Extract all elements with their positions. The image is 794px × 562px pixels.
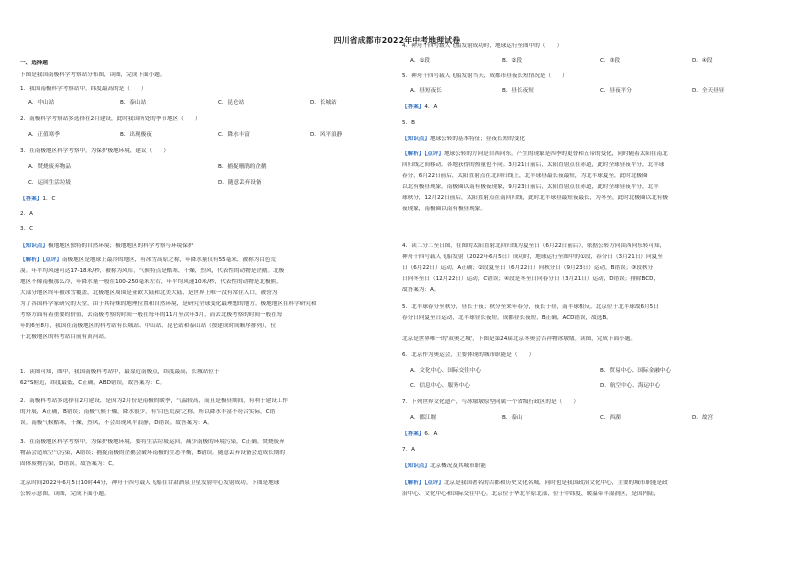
section-tag: 【解析】【点评】: [402, 151, 444, 157]
option-d[interactable]: D．随意丢弃设备: [218, 180, 262, 186]
analysis-line: 考察方面有着重要的价值，去南极考察的时间一般在每年的11月至次年3月，而去北极考察的时间一般在每: [20, 312, 283, 318]
section-tag: 【答案】: [402, 104, 425, 110]
analysis-line: 年的6至8月，我国在南极地区的科考站有长城站、中山站、昆仑站和泰山站（按建成时间顺序排列），位: [20, 323, 277, 329]
answer-5: 5．B: [402, 120, 415, 126]
answer-3: 3．C: [20, 226, 34, 232]
question-3-options-row2: [20, 180, 392, 187]
analysis-line: 地区不像南极那么冷，年降水量一般在100-250毫米左右，年平均风速10米/秒，代表性的动物是北极熊，: [20, 279, 282, 285]
explanation-line: 日向冬至日（12月22日）运动，C错误；④段是冬至日向春分日（3月21日）运动，D错误；排除BCD，: [402, 276, 660, 282]
option-b[interactable]: B．出现极夜: [120, 132, 152, 138]
intro-text: 北京是世界唯一的'双奥之城'，下图是第24届北京冬奥会吉祥物冰墩墩。读图，完成下面小题。: [402, 336, 636, 342]
answer-1: 【答案】1．C: [20, 196, 56, 202]
option-c[interactable]: C．信息中心、服务中心: [410, 383, 470, 389]
option-a[interactable]: A．①段: [410, 58, 431, 64]
option-c[interactable]: C．昆仑站: [218, 100, 245, 106]
knowledge-point: 【知识点】地球公转的基本特征；昼夜长短的变化: [402, 136, 526, 142]
analysis-line: 为了各国科学家研究的天堂，由于其特殊的地理位置和自然环境，是研究全球变化最理想的地方。极地地区在科学研究和: [20, 301, 317, 307]
option-c[interactable]: C．降水丰富: [218, 132, 250, 138]
option-b[interactable]: B．贸易中心、国际金融中心: [600, 368, 671, 374]
explanation-line: 的开展，A正确，B错误；南极气候干燥，降水很少，有'白色荒漠'之称，所以降水丰富不符合实际，C错: [20, 409, 276, 415]
explanation-line: 故答案为：A。: [402, 287, 440, 293]
answer-7: 7．A: [402, 447, 415, 453]
question-6-options-row1: [402, 368, 774, 375]
knowledge-point: 【知识点】北京概况及其城市职能: [402, 463, 486, 469]
option-a[interactable]: A．文化中心、国际交往中心: [410, 368, 481, 374]
question-5: 5．神舟十四号载人飞船发射当天，成都市昼夜长短情况是（ ）: [402, 73, 568, 79]
option-b[interactable]: B．昼长夜短: [502, 88, 534, 94]
option-d[interactable]: D．④段: [692, 58, 713, 64]
option-c[interactable]: C．西湖: [600, 415, 621, 421]
explanation-line: 神舟十四号载人飞船发射（2022年6月5日）成功时，地球运行至图中的①段，春分日（3月21日）向夏至: [402, 254, 663, 260]
section-tag: 【解析】【点评】: [20, 257, 62, 263]
question-1-options: [20, 100, 392, 107]
explanation-line: 5．北半球春分至秋分，昼长于夜；秋分至来年春分，夜长于昼，南半球相反。北京位于北半球故6月5日: [402, 304, 659, 310]
question-3: 3．在南极地区科学考察中，为保护极地环境，建议（ ）: [20, 148, 169, 154]
intro-text: 公转示意图，读图，完成下面小题。: [20, 491, 110, 497]
analysis-line: 【解析】【点评】北京是我国著名的古都和历史文化名城，同时也是我国政治文化中心，主要的城市职能是政: [402, 480, 668, 486]
option-c[interactable]: C．运回生活垃圾: [28, 180, 72, 186]
explanation-line: 日（6月22日）运动，A正确；②段夏至日（6月22日）向秋分日（9月23日）运动，B错误；③段秋分: [402, 265, 654, 271]
answer-4: 【答案】4．A: [402, 104, 438, 110]
section-tag: 【答案】: [402, 431, 425, 437]
explanation-line: 3．在南极地区科学考察中，为保护极地环境，要将生活垃圾运回，减少南极的环境污染，C正确。焚烧废弃: [20, 439, 285, 445]
answer-2: 2．A: [20, 211, 33, 217]
question-2-options: [20, 132, 392, 139]
intro-text: 北京时间2022年6月5日10时44分，神舟十四号载人飞船在甘肃酒泉卫星发射中心发射成功。下图是地球: [20, 480, 280, 486]
option-c[interactable]: C．昼夜平分: [600, 88, 632, 94]
explanation-line: 62°S附近，纬度最低，C正确，ABD错误，故答案为：C。: [20, 380, 166, 386]
analysis-line: 回归线之间移动，各地获得的热量也不同。3月21日前后，太阳直射点在赤道，此时全球昼夜平分，北半球: [402, 162, 665, 168]
knowledge-point: 【知识点】极地地区独特的自然环境；极地地区的科学考察与环境保护: [20, 243, 194, 249]
section-tag: 【答案】: [20, 196, 43, 202]
question-6: 6．北京作为奥运会，主要体现的城市职能是（ ）: [402, 352, 535, 358]
option-b[interactable]: B．捕捉珊鹃的企鹅: [218, 164, 267, 170]
option-d[interactable]: D．故宫: [692, 415, 714, 421]
analysis-line: 治中心、文化中心和国际交往中心。北京位于华北平原北部，位于中纬度，暖温带半湿润区，是国内陆，: [402, 491, 660, 497]
analysis-line: 夜现象，南极圈以南有极昼现象。: [402, 206, 486, 212]
question-7-options: [402, 415, 774, 422]
section-tag: 【知识点】: [402, 463, 430, 469]
intro-text: 下图是我国南极科学考察站分布图，读图，完成下面小题。: [20, 72, 166, 78]
section-tag: 【知识点】: [402, 136, 430, 142]
analysis-line: 大部分地区终年被冰雪覆盖，北极地区周围是亚欧大陆和北美大陆，是世界上唯一没有常住人口，被誉为: [20, 290, 278, 296]
answer-6: 【答案】6．A: [402, 431, 438, 437]
analysis-line: 以北有极昼现象，南极圈以南有极夜现象，9月23日前后，太阳直射点在赤道，此时全球昼夜平分，北半: [402, 184, 659, 190]
section-heading: 一、选择题: [20, 60, 48, 66]
option-a[interactable]: A．中山站: [28, 100, 55, 106]
option-d[interactable]: D．风平浪静: [310, 132, 343, 138]
option-a[interactable]: A．都江堰: [410, 415, 437, 421]
analysis-line: 于北极地区的科考站目前有黄河站。: [20, 334, 110, 340]
analysis-line: 春分，6月22日前后，太阳直射点在北回归线上，北半球昼最长夜最短，为北半球夏至，此时北极圈: [402, 173, 648, 179]
section-tag: 【解析】【点评】: [402, 480, 444, 486]
question-1: 1．我国南极科学考察站中，纬度最高的是（ ）: [20, 86, 147, 92]
option-d[interactable]: D．长城站: [310, 100, 337, 106]
option-d[interactable]: D．航空中心、海运中心: [600, 383, 661, 389]
analysis-line: 球秋分，12月22日前后，太阳直射点在南回归线，此时北半球昼最短夜最长，为冬至，此时北极圈以北有极: [402, 195, 668, 201]
section-tag: 【知识点】: [20, 243, 48, 249]
question-7: 7．下列世界文化遗产，与冰墩墩原型同属一个省级行政区的是（ ）: [402, 399, 579, 405]
option-c[interactable]: C．③段: [600, 58, 621, 64]
question-5-options: [402, 88, 774, 95]
explanation-line: 4．读二分二至日图，在图的太阳直射北回归线为夏至日（6月22日前后），依据公转方向由西向东转可知，: [402, 243, 666, 249]
explanation-line: 物品会造成空气污染，A错误；捕捉南极的企鹅会破坏南极的生态平衡，B错误。随意丢弃设备会造成长期的: [20, 450, 285, 456]
explanation-line: 春分日向夏至日运动，北半球昼长夜短，成都昼长夜短，B正确，ACD错误，故选B。: [402, 315, 612, 321]
explanation-line: 2．南极科考站多选择在2月建设，是因为2月份是南极的暖季，气温较高，而且是极昼期间，有利于建设工作: [20, 398, 288, 404]
option-b[interactable]: B．泰山: [502, 415, 523, 421]
question-4-options: [402, 58, 774, 65]
question-3-options-row1: [20, 164, 392, 171]
analysis-line: 【解析】【点评】南极地区是地球上最冷的地区，有冰雪高原之称，年降水量仅有55毫米，被称为白色荒: [20, 257, 277, 263]
option-b[interactable]: B．泰山站: [120, 100, 147, 106]
option-d[interactable]: D．全天昼昼: [692, 88, 725, 94]
option-a[interactable]: A．正值寒季: [28, 132, 60, 138]
question-6-options-row2: [402, 383, 774, 390]
question-2: 2．南极科学考察站多选择在2月建设，此时我国所处的季节地区（ ）: [20, 116, 201, 122]
analysis-line: 漠。年平均风速可达17-18米/秒，被称为风库，气候特点是酷寒，干燥，烈风，代表性的动物是企鹅。北极: [20, 268, 285, 274]
question-4: 4．神舟十四号载人飞船发射成功时，地球运行至图中的（ ）: [402, 43, 563, 49]
explanation-line: 误。南极气候酷寒，干燥，烈风，不会出现风平浪静，D错误。故答案为：A。: [20, 420, 213, 426]
page-title: 四川省成都市2022年中考地理试卷: [333, 36, 461, 45]
option-b[interactable]: B．②段: [502, 58, 523, 64]
explanation-line: 1．读图可知，图中，我国南极科考站中，最靠近南极点，纬度最高，长城站位于: [20, 369, 220, 375]
explanation-line: 固体废物污染，D错误。故答案为：C。: [20, 461, 118, 467]
option-a[interactable]: A．焚烧废弃物品: [28, 164, 71, 170]
option-a[interactable]: A．昼短夜长: [410, 88, 442, 94]
analysis-line: 【解析】【点评】地球公转的方向是自西向东，产生的现象是四季的更替和五带的变化，同时随着太阳在南北: [402, 151, 668, 157]
